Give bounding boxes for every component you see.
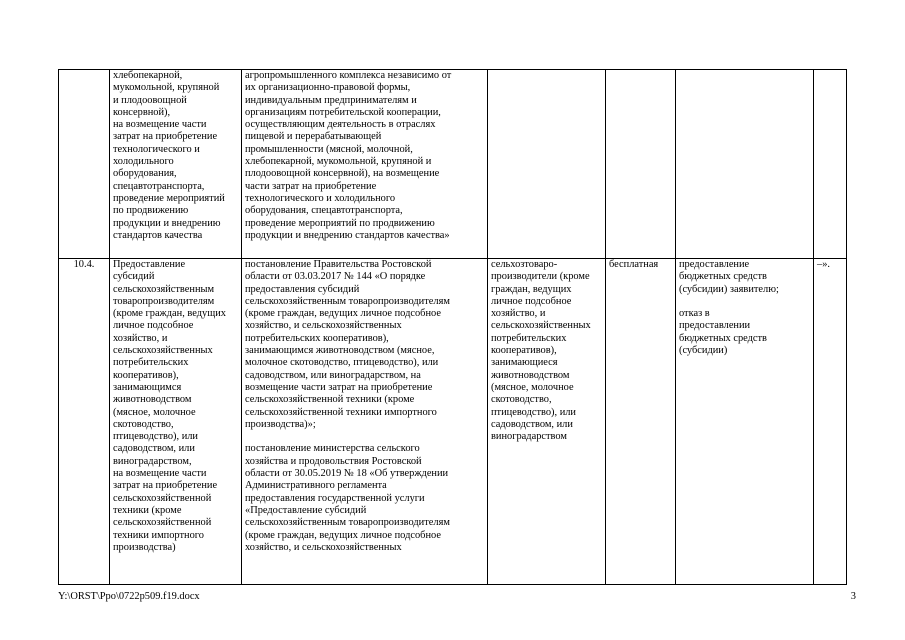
text-line: продукции и внедрению стандартов качества» xyxy=(245,229,450,241)
cell-recipients xyxy=(488,259,606,585)
text-line: сельхозтоваро- xyxy=(491,259,558,270)
text-line: виноградарством, xyxy=(113,455,192,467)
text-line: пищевой и перерабатывающей xyxy=(245,131,382,143)
text-line: скотоводство, xyxy=(113,418,174,430)
text-line: на возмещение части xyxy=(113,468,207,480)
text-line: на возмещение части xyxy=(113,119,207,131)
text-line: (кроме граждан, ведущих личное подсобное xyxy=(245,308,441,320)
text-line: сельскохозяйственной xyxy=(113,517,212,529)
table-row xyxy=(59,259,847,585)
text-line: организациям потребительской кооперации, xyxy=(245,106,441,118)
text-line: осуществляющим деятельность в отраслях xyxy=(245,119,436,131)
text-line: птицеводство), или xyxy=(113,431,198,443)
text-line: виноградарством xyxy=(491,431,567,443)
text-line: спецавтотранспорта, xyxy=(113,180,205,192)
cell-cost: бесплатная xyxy=(606,259,676,585)
text-line: товаропроизводителям xyxy=(113,295,215,307)
text-line: кооперативов), xyxy=(491,345,557,357)
text-line: занимающиеся xyxy=(491,357,558,369)
text-line: субсидий xyxy=(113,271,155,283)
text-line: хлебопекарной, xyxy=(113,70,183,81)
text-line: (субсидии) заявителю; xyxy=(679,283,779,295)
result-1 xyxy=(679,259,810,296)
text-line: промышленности (мясной, молочной, xyxy=(245,143,413,155)
text-line: Предоставление xyxy=(113,259,186,270)
text-line: сельскохозяйственным товаропроизводителям xyxy=(245,295,450,307)
text-line: технологического и холодильного xyxy=(245,192,396,204)
cell-result xyxy=(676,70,814,259)
text-line: сельскохозяйственных xyxy=(113,345,213,357)
text-line: техники импортного xyxy=(113,529,204,541)
text-line: техники (кроме xyxy=(113,504,182,516)
text-line: сельскохозяйственной техники (кроме xyxy=(245,394,415,406)
text-line: производства)»; xyxy=(245,418,316,430)
text-line: агропромышленного комплекса независимо от xyxy=(245,70,452,81)
text-line: хозяйства и продовольствия Ростовской xyxy=(245,455,422,467)
cell-legal-basis xyxy=(242,259,488,585)
text-line: затрат на приобретение xyxy=(113,131,218,143)
text-line: потребительских xyxy=(113,357,189,369)
text-line: хлебопекарной, мукомольной, крупяной и xyxy=(245,156,432,168)
text-line: предоставления государственной услуги xyxy=(245,492,425,504)
page-number: 3 xyxy=(850,591,856,602)
text-line: личное подсобное xyxy=(113,320,194,332)
text-line: занимающимся животноводством (мясное, xyxy=(245,345,435,357)
table-row xyxy=(59,70,847,259)
cell-cost xyxy=(606,70,676,259)
text-line: хозяйство, и сельскохозяйственных xyxy=(245,320,402,332)
text-line: кооперативов), xyxy=(113,369,179,381)
text-line: возмещение части затрат на приобретение xyxy=(245,381,433,393)
text-line: садоводством, или xyxy=(113,443,195,455)
text-line: стандартов качества xyxy=(113,229,203,241)
text-line: оборудования, спецавтотранспорта, xyxy=(245,205,403,217)
legal-basis-2 xyxy=(245,443,484,554)
text-line: оборудования, xyxy=(113,168,177,180)
text-line: сельскохозяйственным товаропроизводителям xyxy=(245,517,450,529)
text-line: (кроме граждан, ведущих xyxy=(113,308,226,320)
services-table xyxy=(58,69,847,585)
text-line: хозяйство, и сельскохозяйственных xyxy=(245,541,402,553)
text-line: (мясное, молочное xyxy=(113,406,196,418)
text-line: холодильного xyxy=(113,156,174,168)
text-line: производства) xyxy=(113,541,176,553)
text-line: (мясное, молочное xyxy=(491,381,574,393)
text-line: садоводством, или xyxy=(491,418,573,430)
cell-number: 10.4. xyxy=(59,259,110,585)
cell-recipients xyxy=(488,70,606,259)
text-line: «Предоставление субсидий xyxy=(245,504,367,516)
text-line: занимающимся xyxy=(113,381,182,393)
text-line: сельскохозяйственной техники импортного xyxy=(245,406,437,418)
text-line: консервной), xyxy=(113,106,171,118)
text-line: молочное скотоводство, птицеводство), или xyxy=(245,357,439,369)
text-line: сельскохозяйственным xyxy=(113,283,215,295)
text-line: постановление Правительства Ростовской xyxy=(245,259,432,270)
text-line: плодоовощной консервной), на возмещение xyxy=(245,168,440,180)
text-line: отказ в xyxy=(679,308,710,320)
cell-legal-basis xyxy=(242,70,488,259)
text-line: Административного регламента xyxy=(245,480,387,492)
result-2 xyxy=(679,308,810,357)
text-line: хозяйство, и xyxy=(113,332,168,344)
text-line: проведение мероприятий по продвижению xyxy=(245,217,435,229)
text-line: граждан, ведущих xyxy=(491,283,572,295)
text-line: затрат на приобретение xyxy=(113,480,218,492)
text-line: части затрат на приобретение xyxy=(245,180,377,192)
legal-basis-1 xyxy=(245,259,484,431)
text-line: производители (кроме xyxy=(491,271,590,283)
text-line: технологического и xyxy=(113,143,200,155)
cell-extra: –». xyxy=(814,259,847,585)
file-path: Y:\ORST\Ppo\0722p509.f19.docx xyxy=(58,591,200,602)
text-line: проведение мероприятий xyxy=(113,192,225,204)
text-line: их организационно-правовой формы, xyxy=(245,82,411,94)
text-line: бюджетных средств xyxy=(679,332,767,344)
cell-number xyxy=(59,70,110,259)
text-line: индивидуальным предпринимателям и xyxy=(245,94,417,106)
text-line: животноводством xyxy=(113,394,192,406)
text-line: продукции и внедрению xyxy=(113,217,221,229)
cell-extra xyxy=(814,70,847,259)
cell-result xyxy=(676,259,814,585)
text-line: потребительских xyxy=(491,332,567,344)
text-line: по продвижению xyxy=(113,205,189,217)
text-line: потребительских кооперативов), xyxy=(245,332,389,344)
text-line: (кроме граждан, ведущих личное подсобное xyxy=(245,529,441,541)
text-line: личное подсобное xyxy=(491,295,572,307)
text-line: постановление министерства сельского xyxy=(245,443,420,455)
text-line: сельскохозяйственной xyxy=(113,492,212,504)
text-line: области от 30.05.2019 № 18 «Об утверждении xyxy=(245,468,449,480)
text-line: (субсидии) xyxy=(679,345,728,357)
text-line: садоводством, или виноградарством, на xyxy=(245,369,421,381)
text-line: животноводством xyxy=(491,369,570,381)
cell-service-name xyxy=(110,70,242,259)
text-line: птицеводство), или xyxy=(491,406,576,418)
cell-service-name xyxy=(110,259,242,585)
text-line: области от 03.03.2017 № 144 «О порядке xyxy=(245,271,426,283)
text-line: мукомольной, крупяной xyxy=(113,82,220,94)
text-line: предоставлении xyxy=(679,320,751,332)
text-line: и плодоовощной xyxy=(113,94,187,106)
text-line: сельскохозяйственных xyxy=(491,320,591,332)
text-line: бюджетных средств xyxy=(679,271,767,283)
text-line: хозяйство, и xyxy=(491,308,546,320)
text-line: скотоводство, xyxy=(491,394,552,406)
text-line: предоставление xyxy=(679,259,750,270)
text-line: предоставления субсидий xyxy=(245,283,360,295)
